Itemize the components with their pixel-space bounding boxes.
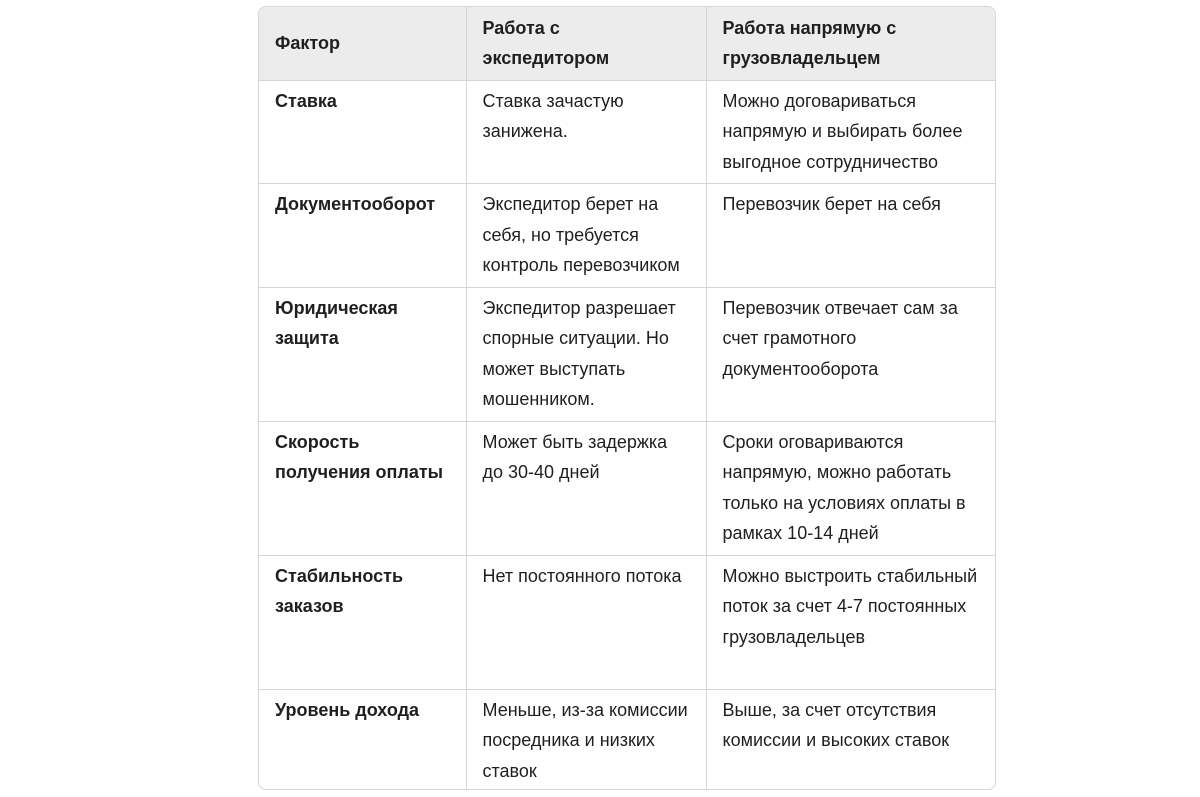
comparison-table-container xyxy=(258,6,996,790)
table-row xyxy=(259,555,996,689)
header-direct: Работа напрямую с грузовладельцем xyxy=(706,7,996,80)
row-direct: Перевозчик берет на себя xyxy=(706,184,996,288)
row-forwarder: Нет постоянного потока xyxy=(466,555,706,689)
comparison-table xyxy=(259,7,996,790)
row-forwarder: Может быть задержка до 30-40 дней xyxy=(466,421,706,555)
row-factor: Уровень дохода xyxy=(259,689,466,790)
table-row xyxy=(259,689,996,790)
table-row xyxy=(259,421,996,555)
row-direct: Можно выстроить стабильный поток за счет 4-7 постоянных грузовладельцев xyxy=(706,555,996,689)
row-direct: Выше, за счет отсутствия комиссии и высоких ставок xyxy=(706,689,996,790)
table-row xyxy=(259,184,996,288)
row-forwarder: Меньше, из-за комиссии посредника и низких ставок xyxy=(466,689,706,790)
row-factor: Стабильность заказов xyxy=(259,555,466,689)
table-row xyxy=(259,287,996,421)
table-row xyxy=(259,80,996,184)
row-factor: Документооборот xyxy=(259,184,466,288)
table-header-row xyxy=(259,7,996,80)
row-forwarder: Экспедитор берет на себя, но требуется контроль перевозчиком xyxy=(466,184,706,288)
row-direct: Сроки оговариваются напрямую, можно работать только на условиях оплаты в рамках 10-14 дней xyxy=(706,421,996,555)
row-direct: Перевозчик отвечает сам за счет грамотного документооборота xyxy=(706,287,996,421)
row-factor: Юридическая защита xyxy=(259,287,466,421)
header-factor: Фактор xyxy=(259,7,466,80)
row-direct: Можно договариваться напрямую и выбирать более выгодное сотрудничество xyxy=(706,80,996,184)
row-factor: Ставка xyxy=(259,80,466,184)
header-forwarder: Работа с экспедитором xyxy=(466,7,706,80)
row-forwarder: Ставка зачастую занижена. xyxy=(466,80,706,184)
row-factor: Скорость получения оплаты xyxy=(259,421,466,555)
row-forwarder: Экспедитор разрешает спорные ситуации. Но может выступать мошенником. xyxy=(466,287,706,421)
